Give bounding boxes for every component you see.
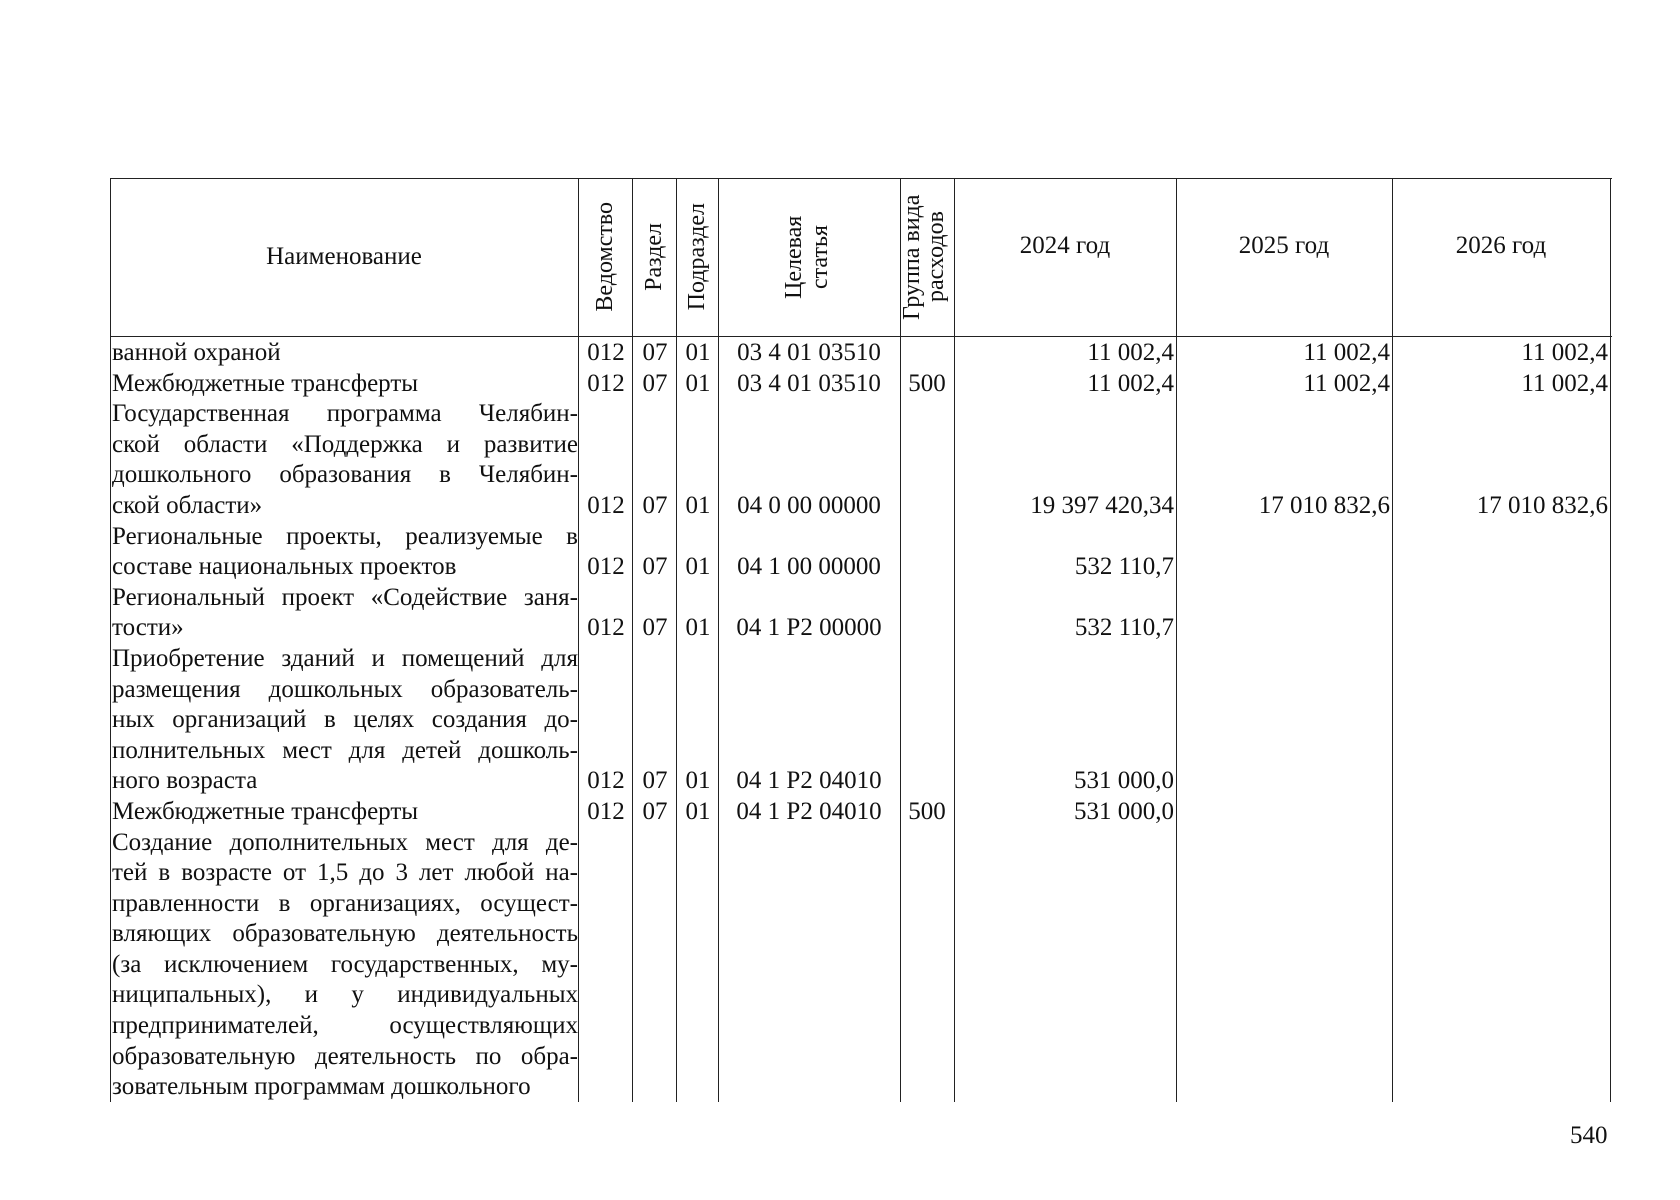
cell-podrazdel: 01: [685, 491, 711, 519]
row-name-line: вляющих образовательную деятельность: [112, 920, 578, 948]
table-row: [110, 583, 1612, 644]
header-vedomstvo-text: Ведомство: [592, 202, 618, 312]
cell-tselevaya: 04 1 P2 00000: [736, 614, 882, 642]
cell-ved: 012: [587, 614, 625, 642]
cell-y2025: 11 002,4: [1303, 369, 1390, 397]
cell-podrazdel: 01: [685, 369, 711, 397]
cell-y2026: 11 002,4: [1521, 369, 1608, 397]
table-row: [110, 369, 1612, 400]
cell-ved: 012: [587, 553, 625, 581]
cell-y2025: 11 002,4: [1303, 339, 1390, 366]
row-name: [110, 338, 578, 369]
cell-gruppa: 500: [908, 369, 946, 397]
row-name-line: Региональный проект «Содействие заня-: [112, 583, 578, 611]
cell-podrazdel: 01: [685, 614, 711, 642]
row-name: [110, 399, 578, 521]
grid-line: [110, 336, 1612, 337]
row-name-line: предпринимателей, осуществляющих: [112, 1012, 578, 1040]
row-name-line: Создание дополнительных мест для де-: [112, 828, 578, 856]
row-name-line: ниципальных), и у индивидуальных: [112, 981, 578, 1009]
cell-ved: 012: [587, 369, 625, 397]
cell-ved: 012: [587, 767, 625, 795]
header-tselevaya: [718, 178, 900, 336]
row-name-line: Межбюджетные трансферты: [112, 797, 419, 825]
row-name-line: тости»: [112, 614, 184, 642]
cell-razdel: 07: [642, 369, 668, 397]
row-name-line: Приобретение зданий и помещений для: [112, 644, 578, 672]
row-name-line: зовательным программам дошкольного: [112, 1073, 531, 1101]
cell-y2024: 11 002,4: [1087, 369, 1174, 397]
header-name: Наименование: [266, 243, 422, 270]
cell-y2024: 531 000,0: [1074, 767, 1174, 795]
cell-podrazdel: 01: [685, 767, 711, 795]
cell-podrazdel: 01: [685, 553, 711, 581]
header-tselevaya-text: Целевая статья: [781, 215, 833, 299]
row-name-line: Региональные проекты, реализуемые в: [112, 522, 578, 550]
row-name-line: тей в возрасте от 1,5 до 3 лет любой на-: [112, 859, 578, 887]
cell-y2024: 532 110,7: [1074, 553, 1174, 581]
cell-ved: 012: [587, 491, 625, 519]
table-row: [110, 644, 1612, 797]
row-name-line: (за исключением государственных, му-: [112, 950, 578, 978]
cell-tselevaya: 04 1 00 00000: [737, 553, 881, 581]
row-name-line: ванной охраной: [112, 339, 281, 366]
cell-y2024: 11 002,4: [1087, 339, 1174, 366]
row-name-line: ных организаций в целях создания до-: [112, 706, 578, 734]
table-row: [110, 399, 1612, 521]
header-2026: 2026 год: [1455, 232, 1547, 259]
row-name-line: полнительных мест для детей дошколь-: [112, 736, 578, 764]
header-gruppa: [900, 178, 954, 336]
cell-y2026: 11 002,4: [1521, 339, 1608, 366]
cell-tselevaya: 04 0 00 00000: [737, 491, 881, 519]
header-razdel-text: Раздел: [641, 223, 667, 291]
row-name-line: правленности в организациях, осущест-: [112, 889, 578, 917]
budget-table: [110, 178, 1612, 1102]
row-name-line: ской области»: [112, 491, 263, 519]
cell-ved: 012: [587, 797, 625, 825]
cell-razdel: 07: [642, 339, 668, 366]
cell-podrazdel: 01: [685, 339, 711, 366]
header-2024: 2024 год: [1019, 232, 1111, 259]
row-name-line: Межбюджетные трансферты: [112, 369, 419, 397]
row-name: [110, 828, 578, 1103]
cell-gruppa: 500: [908, 797, 946, 825]
cell-y2024: 531 000,0: [1074, 797, 1174, 825]
row-name-line: ской области «Поддержка и развитие: [112, 430, 578, 458]
row-name: [110, 583, 578, 644]
row-name-line: Государственная программа Челябин-: [112, 400, 578, 428]
table-body: [110, 338, 1612, 1103]
cell-tselevaya: 03 4 01 03510: [737, 339, 881, 366]
cell-razdel: 07: [642, 614, 668, 642]
row-name-line: ного возраста: [112, 767, 258, 795]
header-gruppa-text: Группа вида расходов: [899, 194, 949, 320]
cell-razdel: 07: [642, 553, 668, 581]
page-number: 540: [1570, 1122, 1608, 1149]
cell-podrazdel: 01: [685, 797, 711, 825]
cell-ved: 012: [587, 339, 625, 366]
table-row: [110, 797, 1612, 828]
cell-y2024: 532 110,7: [1074, 614, 1174, 642]
row-name: [110, 644, 578, 797]
header-2025: 2025 год: [1238, 232, 1330, 259]
cell-y2026: 17 010 832,6: [1476, 491, 1608, 519]
cell-razdel: 07: [642, 767, 668, 795]
cell-y2024: 19 397 420,34: [1030, 491, 1174, 519]
header-vedomstvo: [578, 178, 632, 336]
table-row: [110, 522, 1612, 583]
cell-razdel: 07: [642, 491, 668, 519]
cell-tselevaya: 04 1 P2 04010: [736, 767, 882, 795]
row-name-line: образовательную деятельность по обра-: [112, 1042, 578, 1070]
row-name-line: дошкольного образования в Челябин-: [112, 461, 578, 489]
cell-y2025: 17 010 832,6: [1258, 491, 1390, 519]
header-podrazdel: [676, 178, 718, 336]
row-name-line: составе национальных проектов: [112, 553, 457, 581]
row-name: [110, 797, 578, 828]
cell-tselevaya: 03 4 01 03510: [737, 369, 881, 397]
cell-razdel: 07: [642, 797, 668, 825]
header-podrazdel-text: Подраздел: [684, 203, 710, 311]
row-name: [110, 522, 578, 583]
row-name: [110, 369, 578, 400]
cell-tselevaya: 04 1 P2 04010: [736, 797, 882, 825]
table-row: [110, 338, 1612, 369]
header-razdel: [632, 178, 676, 336]
table-row: [110, 828, 1612, 1103]
row-name-line: размещения дошкольных образователь-: [112, 675, 578, 703]
